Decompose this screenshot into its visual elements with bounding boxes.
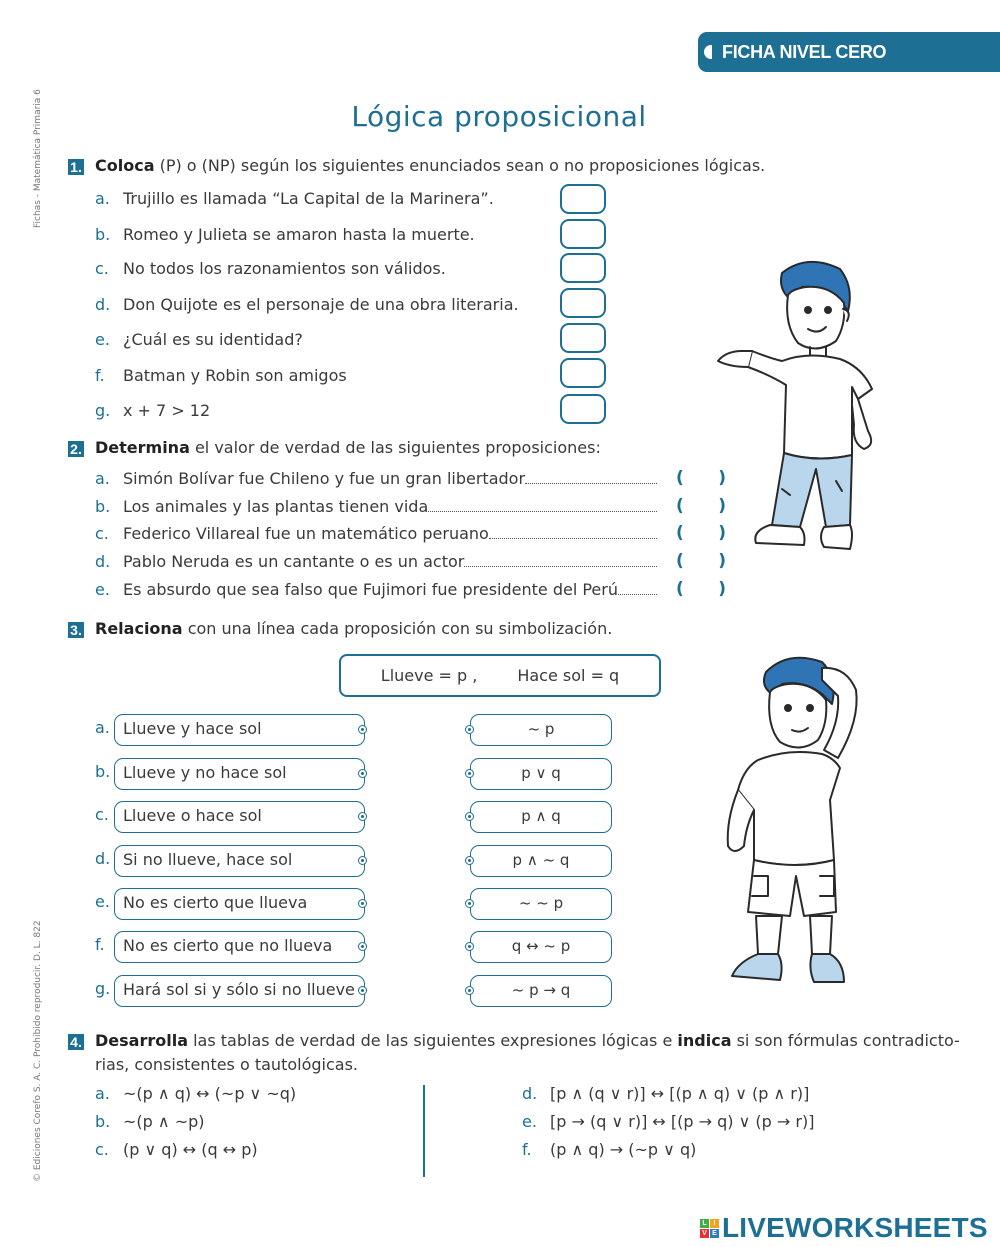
q3-symbol-4: p ∧ ~ q [470, 845, 612, 877]
liveworksheets-logo [700, 1212, 988, 1244]
q2-answer-slot-b[interactable]: ( ) [676, 496, 726, 516]
question-1-number: 1. [68, 159, 84, 175]
q3-right-connector-7[interactable] [465, 986, 474, 995]
q2-item-d: d. Pablo Neruda es un cantante o es un actor [95, 552, 659, 574]
q4-expression-f: f. (p ∧ q) → (~p ∨ q) [522, 1140, 697, 1159]
q1-item-a: a. Trujillo es llamada “La Capital de la Marinera”. [95, 189, 494, 208]
logo-block-v: V [700, 1229, 709, 1238]
q1-item-e: e. ¿Cuál es su identidad? [95, 330, 303, 349]
logo-block-l: L [700, 1219, 709, 1228]
logo-block-e: E [710, 1229, 719, 1238]
q3-left-letter-f: f. [95, 935, 105, 954]
q3-left-connector-f[interactable] [358, 942, 367, 951]
question-4-instruction-line1: Desarrolla las tablas de verdad de las siguientes expresiones lógicas e indica si son fórmulas contradicto- [95, 1031, 960, 1050]
q4-expression-c: c. (p ∨ q) ↔ (q ↔ p) [95, 1140, 258, 1159]
q2-item-a: a. Simón Bolívar fue Chileno y fue un gran libertador [95, 469, 659, 491]
q3-left-letter-g: g. [95, 979, 111, 998]
q2-answer-slot-e[interactable]: ( ) [676, 579, 726, 599]
q3-left-letter-e: e. [95, 892, 110, 911]
q3-proposition-e: No es cierto que llueva [114, 888, 365, 920]
variables-legend [339, 654, 661, 697]
q4-expression-e: e. [p → (q ∨ r)] ↔ [(p → q) ∨ (p → r)] [522, 1112, 815, 1131]
q3-proposition-c: Llueve o hace sol [114, 801, 365, 833]
q3-left-letter-a: a. [95, 718, 110, 737]
q3-proposition-f: No es cierto que no llueva [114, 931, 365, 963]
header-tab-label: FICHA NIVEL CERO [722, 41, 887, 62]
legend-q: Hace sol = q [517, 666, 620, 685]
side-caption-copyright: © Ediciones Corefo S. A. C. Prohibido reproducir. D. L. 822 [33, 920, 43, 1182]
header-tab [698, 32, 1000, 72]
boy-pointing-illustration [712, 255, 887, 555]
q3-symbol-7: ~ p → q [470, 975, 612, 1007]
q3-proposition-a: Llueve y hace sol [114, 714, 365, 746]
legend-p: Llueve = p , [380, 666, 478, 685]
q3-left-connector-c[interactable] [358, 812, 367, 821]
q3-left-connector-a[interactable] [358, 725, 367, 734]
q3-left-connector-e[interactable] [358, 899, 367, 908]
logo-block-i: I [710, 1219, 719, 1228]
q3-right-connector-5[interactable] [465, 899, 474, 908]
question-2-instruction: Determina el valor de verdad de las siguientes proposiciones: [95, 438, 601, 457]
q1-item-b: b. Romeo y Julieta se amaron hasta la muerte. [95, 225, 475, 244]
q1-item-d: d. Don Quijote es el personaje de una obra literaria. [95, 295, 519, 314]
q1-answer-box-b[interactable] [560, 219, 606, 249]
q3-symbol-2: p ∨ q [470, 758, 612, 790]
q3-proposition-d: Si no llueve, hace sol [114, 845, 365, 877]
q1-answer-box-e[interactable] [560, 323, 606, 353]
tab-notch-icon [704, 45, 712, 59]
question-4-number: 4. [68, 1034, 84, 1050]
q4-expression-d: d. [p ∧ (q ∨ r)] ↔ [(p ∧ q) ∨ (p ∧ r)] [522, 1084, 810, 1103]
q4-expression-a: a. ~(p ∧ q) ↔ (~p ∨ ~q) [95, 1084, 297, 1103]
q3-right-connector-3[interactable] [465, 812, 474, 821]
q3-left-connector-g[interactable] [358, 986, 367, 995]
q3-left-connector-b[interactable] [358, 769, 367, 778]
q3-right-connector-2[interactable] [465, 769, 474, 778]
page-title: Lógica proposicional [351, 100, 647, 133]
question-1-instruction: Coloca (P) o (NP) según los siguientes enunciados sean o no proposiciones lógicas. [95, 156, 766, 175]
q3-symbol-5: ~ ~ p [470, 888, 612, 920]
q1-item-f: f. Batman y Robin son amigos [95, 366, 347, 385]
q3-right-connector-6[interactable] [465, 942, 474, 951]
q3-symbol-3: p ∧ q [470, 801, 612, 833]
question-3-instruction: Relaciona con una línea cada proposición con su simbolización. [95, 619, 613, 638]
q2-item-b: b. Los animales y las plantas tienen vida [95, 497, 659, 519]
q3-symbol-1: ~ p [470, 714, 612, 746]
q1-answer-box-a[interactable] [560, 184, 606, 214]
q4-expression-b: b. ~(p ∧ ~p) [95, 1112, 205, 1131]
question-3-number: 3. [68, 622, 84, 638]
q2-answer-slot-a[interactable]: ( ) [676, 468, 726, 488]
q2-answer-slot-d[interactable]: ( ) [676, 551, 726, 571]
liveworksheets-wordmark: LIVEWORKSHEETS [722, 1212, 988, 1243]
q1-answer-box-d[interactable] [560, 288, 606, 318]
q3-proposition-g: Hará sol si y sólo si no llueve [114, 975, 365, 1007]
q3-right-connector-4[interactable] [465, 856, 474, 865]
q3-left-connector-d[interactable] [358, 856, 367, 865]
q1-answer-box-g[interactable] [560, 394, 606, 424]
q3-right-connector-1[interactable] [465, 725, 474, 734]
q2-answer-slot-c[interactable]: ( ) [676, 523, 726, 543]
column-divider [423, 1085, 425, 1177]
q1-item-c: c. No todos los razonamientos son válidos. [95, 259, 446, 278]
side-caption-top: Fichas - Matemática Primaria 6 [33, 89, 43, 228]
q1-answer-box-f[interactable] [560, 358, 606, 388]
q2-item-c: c. Federico Villareal fue un matemático peruano [95, 524, 659, 546]
q3-left-letter-c: c. [95, 805, 109, 824]
question-4-instruction-line2: rias, consistentes o tautológicas. [95, 1055, 358, 1074]
q1-answer-box-c[interactable] [560, 253, 606, 283]
question-2-number: 2. [68, 441, 84, 457]
q2-item-e: e. Es absurdo que sea falso que Fujimori fue presidente del Perú [95, 580, 659, 602]
q3-left-letter-b: b. [95, 762, 111, 781]
boy-thinking-illustration [718, 650, 868, 990]
liveworksheets-logo-blocks [700, 1219, 719, 1238]
q3-left-letter-d: d. [95, 849, 111, 868]
q3-symbol-6: q ↔ ~ p [470, 931, 612, 963]
q3-proposition-b: Llueve y no hace sol [114, 758, 365, 790]
q1-item-g: g. x + 7 > 12 [95, 401, 211, 420]
